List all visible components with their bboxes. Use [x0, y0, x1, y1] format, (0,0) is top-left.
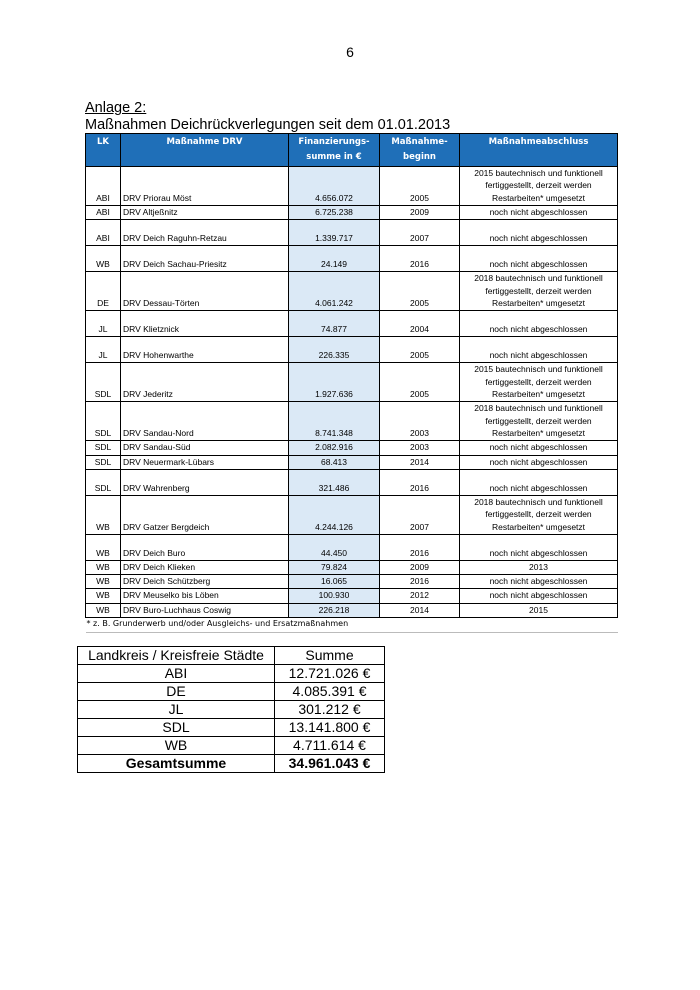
cell-lk: SDL [86, 402, 121, 441]
cell-start: 2005 [380, 272, 460, 311]
summary-district: ABI [78, 665, 275, 683]
completion-line: 2013 [529, 561, 548, 572]
completion-line: fertiggestellt, derzeit werden [485, 415, 592, 426]
cell-measure: DRV Dessau-Törten [121, 272, 289, 311]
cell-measure: DRV Buro-Luchhaus Coswig [121, 603, 289, 617]
completion-line: 2018 bautechnisch und funktionell [474, 273, 603, 284]
completion-line: Restarbeiten* umgesetzt [491, 298, 586, 308]
summary-sum: 4.085.391 € [275, 683, 385, 701]
cell-measure: DRV Deich Buro [121, 534, 289, 560]
completion-line: noch nicht abgeschlossen [489, 590, 588, 601]
cell-start: 2016 [380, 469, 460, 495]
summary-district: SDL [78, 719, 275, 737]
summary-row [78, 701, 385, 719]
cell-lk: ABI [86, 220, 121, 246]
footnote: * z. B. Grunderwerb und/oder Ausgleichs- und Ersatzmaßnahmen [86, 618, 618, 633]
completion-line: 2015 [529, 604, 548, 615]
table-row [86, 441, 618, 455]
table-row [86, 402, 618, 441]
cell-measure: DRV Priorau Möst [121, 167, 289, 206]
table-header-row [86, 134, 618, 167]
cell-completion [460, 560, 618, 574]
cell-funding: 79.824 [289, 560, 380, 574]
cell-lk: WB [86, 560, 121, 574]
cell-measure: DRV Neuermark-Lübars [121, 455, 289, 469]
cell-lk: SDL [86, 455, 121, 469]
cell-funding: 24.149 [289, 246, 380, 272]
cell-completion [460, 441, 618, 455]
cell-completion [460, 363, 618, 402]
cell-lk: DE [86, 272, 121, 311]
cell-funding: 16.065 [289, 575, 380, 589]
table-title: Maßnahmen Deichrückverlegungen seit dem 01.01.2013 [85, 117, 451, 133]
completion-line: noch nicht abgeschlossen [489, 442, 588, 453]
completion-line: Restarbeiten* umgesetzt [491, 389, 586, 399]
cell-lk: WB [86, 246, 121, 272]
summary-total-row [78, 755, 385, 773]
cell-completion [460, 469, 618, 495]
summary-row [78, 737, 385, 755]
table-row [86, 206, 618, 220]
summary-header-district: Landkreis / Kreisfreie Städte [78, 647, 275, 665]
table-row [86, 560, 618, 574]
cell-start: 2003 [380, 441, 460, 455]
summary-body [78, 665, 385, 773]
annex-label: Anlage 2: [85, 100, 147, 116]
summary-row [78, 665, 385, 683]
cell-start: 2014 [380, 455, 460, 469]
completion-line: Restarbeiten* umgesetzt [491, 428, 586, 438]
table-row [86, 455, 618, 469]
cell-start: 2007 [380, 220, 460, 246]
cell-lk: JL [86, 311, 121, 337]
completion-line: fertiggestellt, derzeit werden [485, 509, 592, 520]
cell-measure: DRV Deich Sachau-Priesitz [121, 246, 289, 272]
cell-funding: 226.335 [289, 337, 380, 363]
table-row [86, 167, 618, 206]
measures-table [85, 133, 618, 633]
cell-start: 2004 [380, 311, 460, 337]
cell-lk: SDL [86, 469, 121, 495]
summary-header-sum: Summe [275, 647, 385, 665]
cell-measure: DRV Sandau-Süd [121, 441, 289, 455]
header-start: Maßnahme-beginn [380, 134, 460, 167]
summary-sum: 12.721.026 € [275, 665, 385, 683]
cell-completion [460, 246, 618, 272]
table-row [86, 589, 618, 603]
page-number: 6 [346, 44, 354, 60]
cell-start: 2009 [380, 560, 460, 574]
completion-line: noch nicht abgeschlossen [489, 233, 588, 243]
cell-completion [460, 337, 618, 363]
completion-line: noch nicht abgeschlossen [489, 324, 588, 334]
cell-measure: DRV Altjeßnitz [121, 206, 289, 220]
cell-completion [460, 220, 618, 246]
table-row [86, 337, 618, 363]
cell-funding: 321.486 [289, 469, 380, 495]
cell-lk: WB [86, 589, 121, 603]
completion-line: noch nicht abgeschlossen [489, 259, 588, 269]
summary-row [78, 719, 385, 737]
cell-start: 2014 [380, 603, 460, 617]
cell-lk: SDL [86, 441, 121, 455]
cell-lk: ABI [86, 206, 121, 220]
cell-completion [460, 455, 618, 469]
cell-completion [460, 534, 618, 560]
cell-lk: WB [86, 603, 121, 617]
header-measure: Maßnahme DRV [121, 134, 289, 167]
summary-total-label: Gesamtsumme [78, 755, 275, 773]
cell-funding: 68.413 [289, 455, 380, 469]
cell-completion [460, 402, 618, 441]
cell-funding: 4.656.072 [289, 167, 380, 206]
summary-sum: 4.711.614 € [275, 737, 385, 755]
cell-completion [460, 589, 618, 603]
cell-measure: DRV Klietznick [121, 311, 289, 337]
cell-start: 2005 [380, 363, 460, 402]
cell-lk: WB [86, 575, 121, 589]
cell-funding: 8.741.348 [289, 402, 380, 441]
cell-measure: DRV Wahrenberg [121, 469, 289, 495]
table-row [86, 246, 618, 272]
cell-measure: DRV Sandau-Nord [121, 402, 289, 441]
cell-lk: JL [86, 337, 121, 363]
cell-measure: DRV Meuselko bis Löben [121, 589, 289, 603]
completion-line: noch nicht abgeschlossen [489, 576, 588, 587]
summary-district: JL [78, 701, 275, 719]
cell-funding: 4.061.242 [289, 272, 380, 311]
cell-lk: WB [86, 534, 121, 560]
cell-start: 2016 [380, 575, 460, 589]
cell-start: 2016 [380, 246, 460, 272]
cell-measure: DRV Deich Klieken [121, 560, 289, 574]
cell-measure: DRV Hohenwarthe [121, 337, 289, 363]
cell-start: 2007 [380, 495, 460, 534]
table-row [86, 311, 618, 337]
cell-completion [460, 206, 618, 220]
summary-district: DE [78, 683, 275, 701]
document-heading [85, 100, 450, 134]
completion-line: 2015 bautechnisch und funktionell [474, 168, 603, 179]
cell-completion [460, 495, 618, 534]
table-row [86, 534, 618, 560]
summary-sum: 13.141.800 € [275, 719, 385, 737]
cell-lk: ABI [86, 167, 121, 206]
summary-header-row [78, 647, 385, 665]
cell-funding: 74.877 [289, 311, 380, 337]
cell-funding: 1.339.717 [289, 220, 380, 246]
completion-line: fertiggestellt, derzeit werden [485, 180, 592, 191]
cell-funding: 44.450 [289, 534, 380, 560]
completion-line: Restarbeiten* umgesetzt [491, 192, 586, 203]
cell-measure: DRV Deich Schützberg [121, 575, 289, 589]
table-row [86, 603, 618, 617]
cell-funding: 1.927.636 [289, 363, 380, 402]
table-row [86, 363, 618, 402]
cell-funding: 6.725.238 [289, 206, 380, 220]
cell-lk: WB [86, 495, 121, 534]
cell-lk: SDL [86, 363, 121, 402]
completion-line: fertiggestellt, derzeit werden [485, 285, 592, 296]
header-completion: Maßnahmeabschluss [460, 134, 618, 167]
summary-total-value: 34.961.043 € [275, 755, 385, 773]
completion-line: noch nicht abgeschlossen [489, 350, 588, 360]
completion-line: 2018 bautechnisch und funktionell [474, 403, 603, 414]
table-row [86, 272, 618, 311]
cell-completion [460, 272, 618, 311]
cell-measure: DRV Gatzer Bergdeich [121, 495, 289, 534]
header-lk: LK [86, 134, 121, 167]
footnote-row [86, 618, 618, 633]
table-row [86, 220, 618, 246]
cell-start: 2016 [380, 534, 460, 560]
cell-start: 2003 [380, 402, 460, 441]
completion-line: noch nicht abgeschlossen [489, 456, 588, 467]
summary-table [77, 646, 385, 773]
summary-sum: 301.212 € [275, 701, 385, 719]
completion-line: 2018 bautechnisch und funktionell [474, 497, 603, 507]
cell-measure: DRV Jederitz [121, 363, 289, 402]
table-row [86, 495, 618, 534]
cell-start: 2005 [380, 167, 460, 206]
cell-measure: DRV Deich Raguhn-Retzau [121, 220, 289, 246]
cell-start: 2009 [380, 206, 460, 220]
completion-line: noch nicht abgeschlossen [489, 207, 588, 217]
cell-funding: 4.244.126 [289, 495, 380, 534]
completion-line: noch nicht abgeschlossen [489, 482, 588, 493]
cell-start: 2005 [380, 337, 460, 363]
cell-completion [460, 603, 618, 617]
cell-start: 2012 [380, 589, 460, 603]
summary-district: WB [78, 737, 275, 755]
summary-row [78, 683, 385, 701]
completion-line: noch nicht abgeschlossen [489, 547, 588, 558]
cell-funding: 226.218 [289, 603, 380, 617]
completion-line: 2015 bautechnisch und funktionell [474, 364, 603, 375]
table-body [86, 167, 618, 633]
cell-funding: 100.930 [289, 589, 380, 603]
table-row [86, 575, 618, 589]
cell-completion [460, 311, 618, 337]
completion-line: Restarbeiten* umgesetzt [491, 521, 586, 532]
header-funding: Finanzierungs-summe in € [289, 134, 380, 167]
table-row [86, 469, 618, 495]
completion-line: fertiggestellt, derzeit werden [485, 376, 592, 387]
cell-completion [460, 167, 618, 206]
cell-completion [460, 575, 618, 589]
cell-funding: 2.082.916 [289, 441, 380, 455]
